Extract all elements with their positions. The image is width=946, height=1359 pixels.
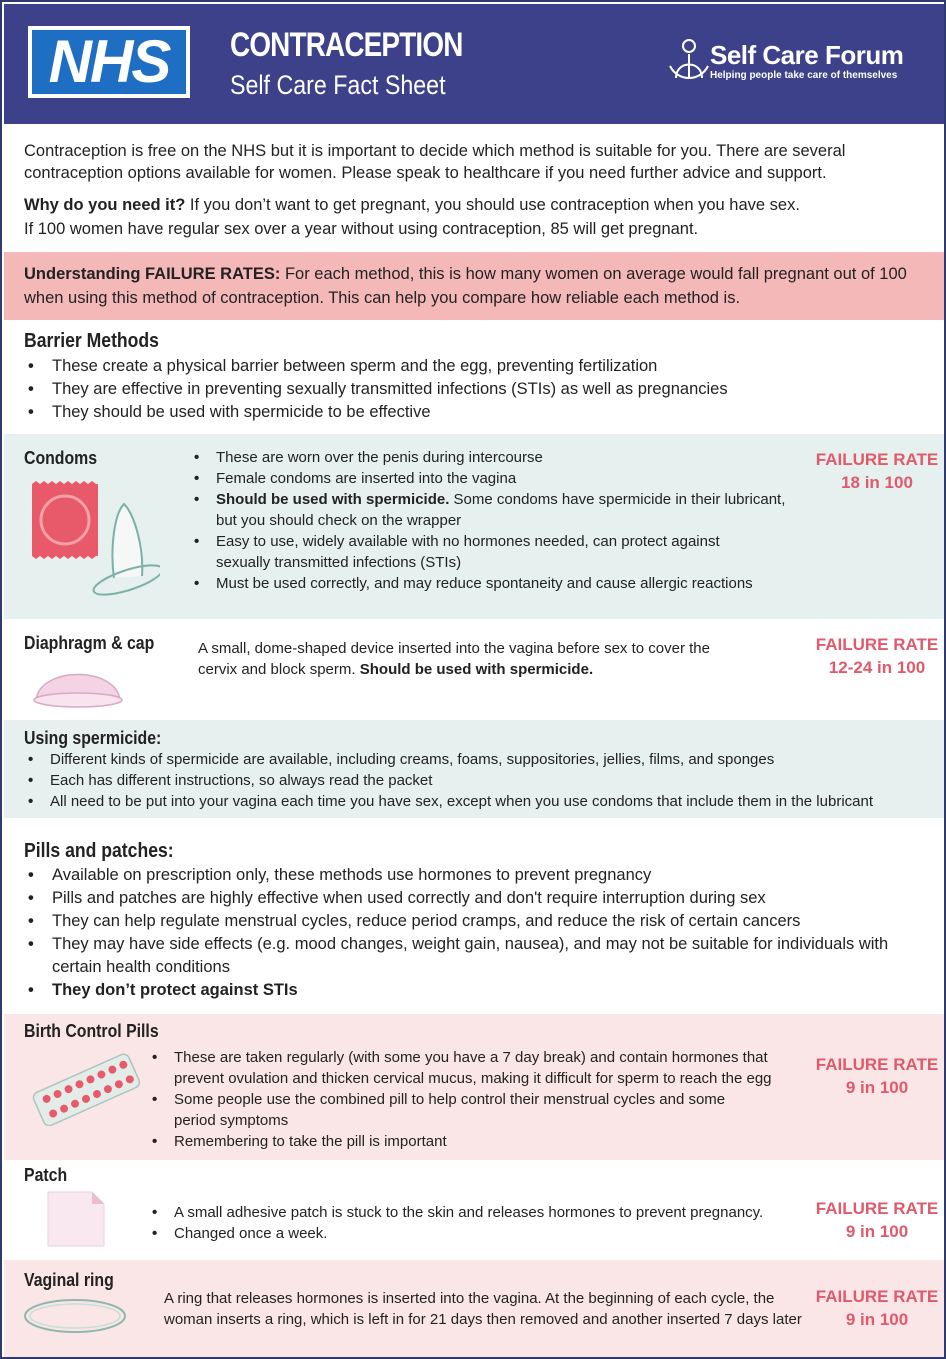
condoms-spermicide-note: Should be used with spermicide.	[216, 491, 450, 508]
list-item: • Different kinds of spermicide are available, including creams, foams, suppositories, jellies, films, and sponges	[24, 749, 873, 770]
list-item: • Female condoms are inserted into the vagina	[190, 468, 785, 489]
diaphragm-line-2: cervix and block sperm.	[198, 661, 360, 678]
list-item: • Remembering to take the pill is important	[148, 1131, 772, 1152]
ring-line-1: A ring that releases hormones is inserted into the vagina. At the beginning of each cycle, the	[164, 1290, 775, 1307]
patch-list	[148, 1202, 763, 1244]
failure-rate-value: 9 in 100	[845, 1310, 909, 1329]
pill-pack-icon	[28, 1052, 144, 1126]
list-item-text: These are taken regularly (with some you have a 7 day break) and contain hormones that	[174, 1049, 768, 1066]
list-item	[148, 1089, 772, 1131]
nhs-logo	[28, 26, 190, 98]
failure-info-line-1	[24, 263, 907, 286]
ring-description	[164, 1288, 802, 1330]
condoms-heading: Condoms	[24, 448, 98, 468]
partner-name: Self Care Forum	[710, 40, 904, 70]
why-text: If you don’t want to get pregnant, you should use contraception when you have sex.	[185, 196, 800, 214]
list-item: • Each has different instructions, so always read the packet	[24, 770, 873, 791]
condoms-list	[190, 447, 785, 594]
barrier-list	[24, 355, 728, 424]
page-subtitle: Self Care Fact Sheet	[230, 70, 446, 100]
list-item: • They are effective in preventing sexually transmitted infections (STIs) as well as pregnancies	[24, 378, 728, 401]
list-item-text: certain health conditions	[52, 958, 230, 976]
why-label: Why do you need it?	[24, 196, 186, 214]
failure-rate-label: FAILURE RATE	[815, 450, 939, 469]
diaphragm-line-1: A small, dome-shaped device inserted into the vagina before sex to cover the	[198, 640, 710, 657]
list-item	[190, 531, 785, 573]
list-item: • Changed once a week.	[148, 1223, 763, 1244]
header-banner	[4, 4, 944, 124]
list-item: • These are worn over the penis during intercourse	[190, 447, 785, 468]
list-item: • Must be used correctly, and may reduce spontaneity and cause allergic reactions	[190, 573, 785, 594]
list-item	[24, 933, 888, 979]
list-item: • All need to be put into your vagina each time you have sex, except when you use condoms that include them in the lubricant	[24, 791, 873, 812]
list-item-text: They may have side effects (e.g. mood changes, weight gain, nausea), and may not be suitable for individuals with	[52, 935, 889, 953]
people-icon	[668, 38, 710, 84]
failure-info-text: For each method, this is how many women on average would fall pregnant out of 100	[280, 265, 907, 283]
list-item-text: but you should check on the wrapper	[216, 512, 462, 529]
list-item-text: sexually transmitted infections (STIs)	[216, 554, 462, 571]
condom-icon	[30, 480, 160, 598]
birth-control-list	[148, 1047, 772, 1152]
why-line-2: If 100 women have regular sex over a year without using contraception, 85 will get pregnant.	[24, 220, 699, 238]
partner-tagline: Helping people take care of themselves	[710, 70, 898, 81]
failure-rate-value: 18 in 100	[841, 473, 913, 492]
ring-line-2: woman inserts a ring, which is left in for 21 days then removed and another inserted 7 days later	[164, 1311, 802, 1328]
spermicide-list	[24, 749, 873, 812]
intro-line-2: contraception options available for women. Please speak to healthcare if you need further advice and support.	[24, 164, 827, 182]
diaphragm-failure-rate	[812, 633, 942, 679]
list-item-text: prevent ovulation and thicken cervical mucus, making it difficult for sperm to reach the egg	[174, 1070, 772, 1087]
list-item: • Available on prescription only, these methods use hormones to prevent pregnancy	[24, 864, 888, 887]
list-item: • These create a physical barrier between sperm and the egg, preventing fertilization	[24, 355, 728, 378]
intro-line-1: Contraception is free on the NHS but it is important to decide which method is suitable for you. There are several	[24, 142, 846, 160]
list-item	[190, 489, 785, 531]
diaphragm-icon	[32, 660, 124, 710]
failure-rate-label: FAILURE RATE	[815, 635, 939, 654]
list-item-text: Easy to use, widely available with no hormones needed, can protect against	[216, 533, 720, 550]
list-item: • They can help regulate menstrual cycles, reduce period cramps, and reduce the risk of certain cancers	[24, 910, 888, 933]
failure-info-label: Understanding FAILURE RATES:	[24, 265, 281, 283]
failure-info-line-2: when using this method of contraception. This can help you compare how reliable each method is.	[24, 289, 741, 307]
failure-rate-value: 9 in 100	[845, 1078, 909, 1097]
ring-failure-rate	[812, 1285, 942, 1331]
list-item: • They don’t protect against STIs	[24, 979, 888, 1002]
list-item: • Pills and patches are highly effective when used correctly and don't require interruption during sex	[24, 887, 888, 910]
failure-rate-value: 9 in 100	[845, 1222, 909, 1241]
birth-control-heading: Birth Control Pills	[24, 1021, 159, 1041]
patch-failure-rate	[812, 1197, 942, 1243]
patch-icon	[46, 1190, 106, 1248]
self-care-forum-logo	[668, 38, 938, 88]
patch-heading: Patch	[24, 1165, 68, 1185]
list-item: • A small adhesive patch is stuck to the skin and releases hormones to prevent pregnancy.	[148, 1202, 763, 1223]
why-line	[24, 194, 800, 217]
list-item-text: Some condoms have spermicide in their lubricant,	[449, 491, 786, 508]
list-item-text: Some people use the combined pill to help control their menstrual cycles and some	[174, 1091, 726, 1108]
list-item: • They should be used with spermicide to be effective	[24, 401, 728, 424]
nhs-logo-text: NHS	[32, 30, 186, 94]
pills-patches-list	[24, 864, 888, 1002]
diaphragm-heading: Diaphragm & cap	[24, 633, 155, 653]
failure-rate-label: FAILURE RATE	[815, 1055, 939, 1074]
barrier-heading: Barrier Methods	[24, 330, 159, 352]
failure-rate-label: FAILURE RATE	[815, 1287, 939, 1306]
condoms-failure-rate	[812, 448, 942, 494]
list-item	[148, 1047, 772, 1089]
failure-rate-value: 12-24 in 100	[828, 658, 926, 677]
page-title: CONTRACEPTION	[230, 26, 463, 64]
list-item-text: period symptoms	[174, 1112, 289, 1129]
ring-icon	[22, 1296, 128, 1336]
diaphragm-description	[198, 638, 710, 680]
spermicide-heading: Using spermicide:	[24, 728, 162, 748]
ring-heading: Vaginal ring	[24, 1270, 114, 1290]
birth-control-failure-rate	[812, 1053, 942, 1099]
pills-patches-heading: Pills and patches:	[24, 840, 174, 862]
diaphragm-spermicide-note: Should be used with spermicide.	[359, 661, 594, 678]
failure-rate-label: FAILURE RATE	[815, 1199, 939, 1218]
